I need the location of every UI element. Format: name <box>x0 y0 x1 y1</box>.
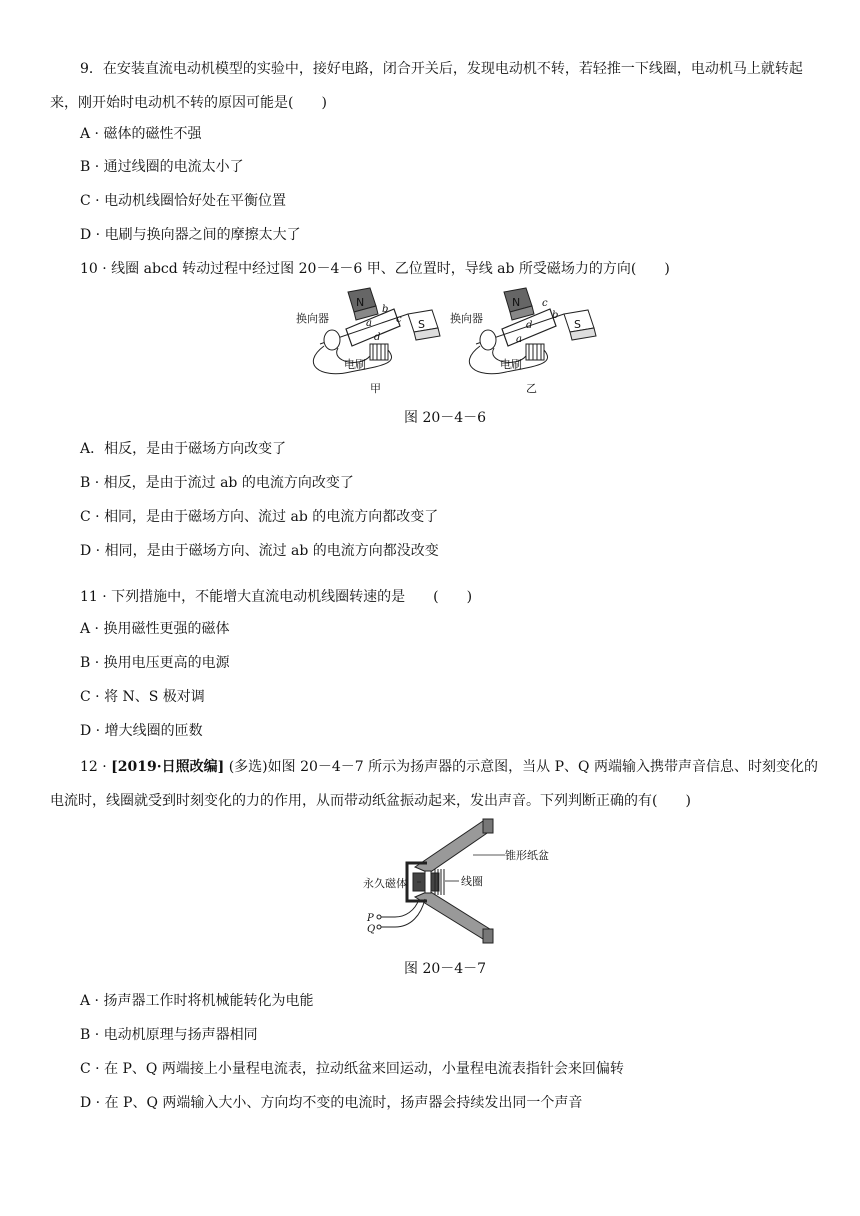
question-12-stem <box>50 750 820 818</box>
magnet-label: 永久磁体 <box>363 877 407 890</box>
q11-option-d[interactable]: D · 增大线圈的匝数 <box>80 723 203 739</box>
commutator-label-jia: 换向器 <box>296 312 329 325</box>
brush-label-yi: 电刷 <box>500 358 522 371</box>
n-pole-label: N <box>356 296 365 309</box>
q12-number: 12 · <box>80 759 112 775</box>
q11-option-a[interactable]: A · 换用磁性更强的磁体 <box>80 621 230 637</box>
svg-text:c: c <box>542 298 548 309</box>
q10-option-b[interactable]: B · 相反，是由于流过 ab 的电流方向改变了 <box>80 475 354 491</box>
question-9-stem: 9．在安装直流电动机模型的实验中，接好电路，闭合开关后，发现电动机不转，若轻推一下线圈，电动机马上就转起来，刚开始时电动机不转的原因可能是( ) <box>50 61 803 111</box>
svg-text:b: b <box>552 310 559 321</box>
q12-option-a[interactable]: A · 扬声器工作时将机械能转化为电能 <box>80 993 314 1009</box>
q9-option-d[interactable]: D · 电刷与换向器之间的摩擦太大了 <box>80 227 301 243</box>
s-pole-label: S <box>418 318 425 331</box>
q11-option-c[interactable]: C · 将 N、S 极对调 <box>80 689 205 705</box>
brush-label-jia: 电刷 <box>344 358 366 371</box>
q12-source-tag: [2019·日照改编] <box>111 759 225 775</box>
svg-text:a: a <box>366 318 372 329</box>
svg-text:a: a <box>516 334 522 345</box>
motor-diagram-jia <box>296 288 440 395</box>
q12-option-c[interactable]: C · 在 P、Q 两端接上小量程电流表，拉动纸盆来回运动，小量程电流表指针会来回偏转 <box>80 1061 624 1077</box>
motor-figure <box>290 284 610 399</box>
svg-text:d: d <box>374 332 381 343</box>
q-terminal-label: Q <box>367 924 376 935</box>
figure-label-jia: 甲 <box>370 382 381 395</box>
q12-option-b[interactable]: B · 电动机原理与扬声器相同 <box>80 1027 258 1043</box>
q12-option-d[interactable]: D · 在 P、Q 两端输入大小、方向均不变的电流时，扬声器会持续发出同一个声音 <box>80 1095 583 1111</box>
q9-option-b[interactable]: B · 通过线圈的电流太小了 <box>80 159 244 175</box>
q12-text: (多选)如图 20－4－7 所示为扬声器的示意图，当从 P、Q 两端输入携带声音信息、时刻变化的电流时，线圈就受到时刻变化的力的作用，从而带动纸盆振动起来，发出声音。下列判断正确的有( ) <box>50 759 818 809</box>
q10-option-d[interactable]: D · 相同，是由于磁场方向、流过 ab 的电流方向都没改变 <box>80 543 439 559</box>
q9-option-c[interactable]: C · 电动机线圈恰好处在平衡位置 <box>80 193 287 209</box>
q9-option-a[interactable]: A · 磁体的磁性不强 <box>80 126 202 142</box>
cone-label: 锥形纸盆 <box>505 849 549 862</box>
svg-text:d: d <box>526 320 533 331</box>
q10-option-a[interactable]: A．相反，是由于磁场方向改变了 <box>80 441 287 457</box>
coil-label: 线圈 <box>461 875 483 888</box>
p-terminal-label: P <box>367 913 374 924</box>
question-10-stem: 10 · 线圈 abcd 转动过程中经过图 20－4－6 甲、乙位置时，导线 ab 所受磁场力的方向( ) <box>80 261 670 277</box>
figure-20-4-6-caption: 图 20－4－6 <box>404 410 487 426</box>
q11-option-b[interactable]: B · 换用电压更高的电源 <box>80 655 230 671</box>
svg-text:b: b <box>382 304 389 315</box>
speaker-figure <box>355 815 549 950</box>
q10-option-c[interactable]: C · 相同，是由于磁场方向、流过 ab 的电流方向都改变了 <box>80 509 439 525</box>
question-11-stem: 11 · 下列措施中，不能增大直流电动机线圈转速的是 ( ) <box>80 589 473 605</box>
commutator-label-yi: 换向器 <box>450 312 483 325</box>
figure-label-yi: 乙 <box>526 382 537 395</box>
svg-text:c: c <box>396 314 402 325</box>
figure-20-4-7-caption: 图 20－4－7 <box>404 961 487 977</box>
motor-diagram-yi <box>450 288 596 395</box>
n-pole-label: N <box>512 296 521 309</box>
s-pole-label: S <box>574 318 581 331</box>
